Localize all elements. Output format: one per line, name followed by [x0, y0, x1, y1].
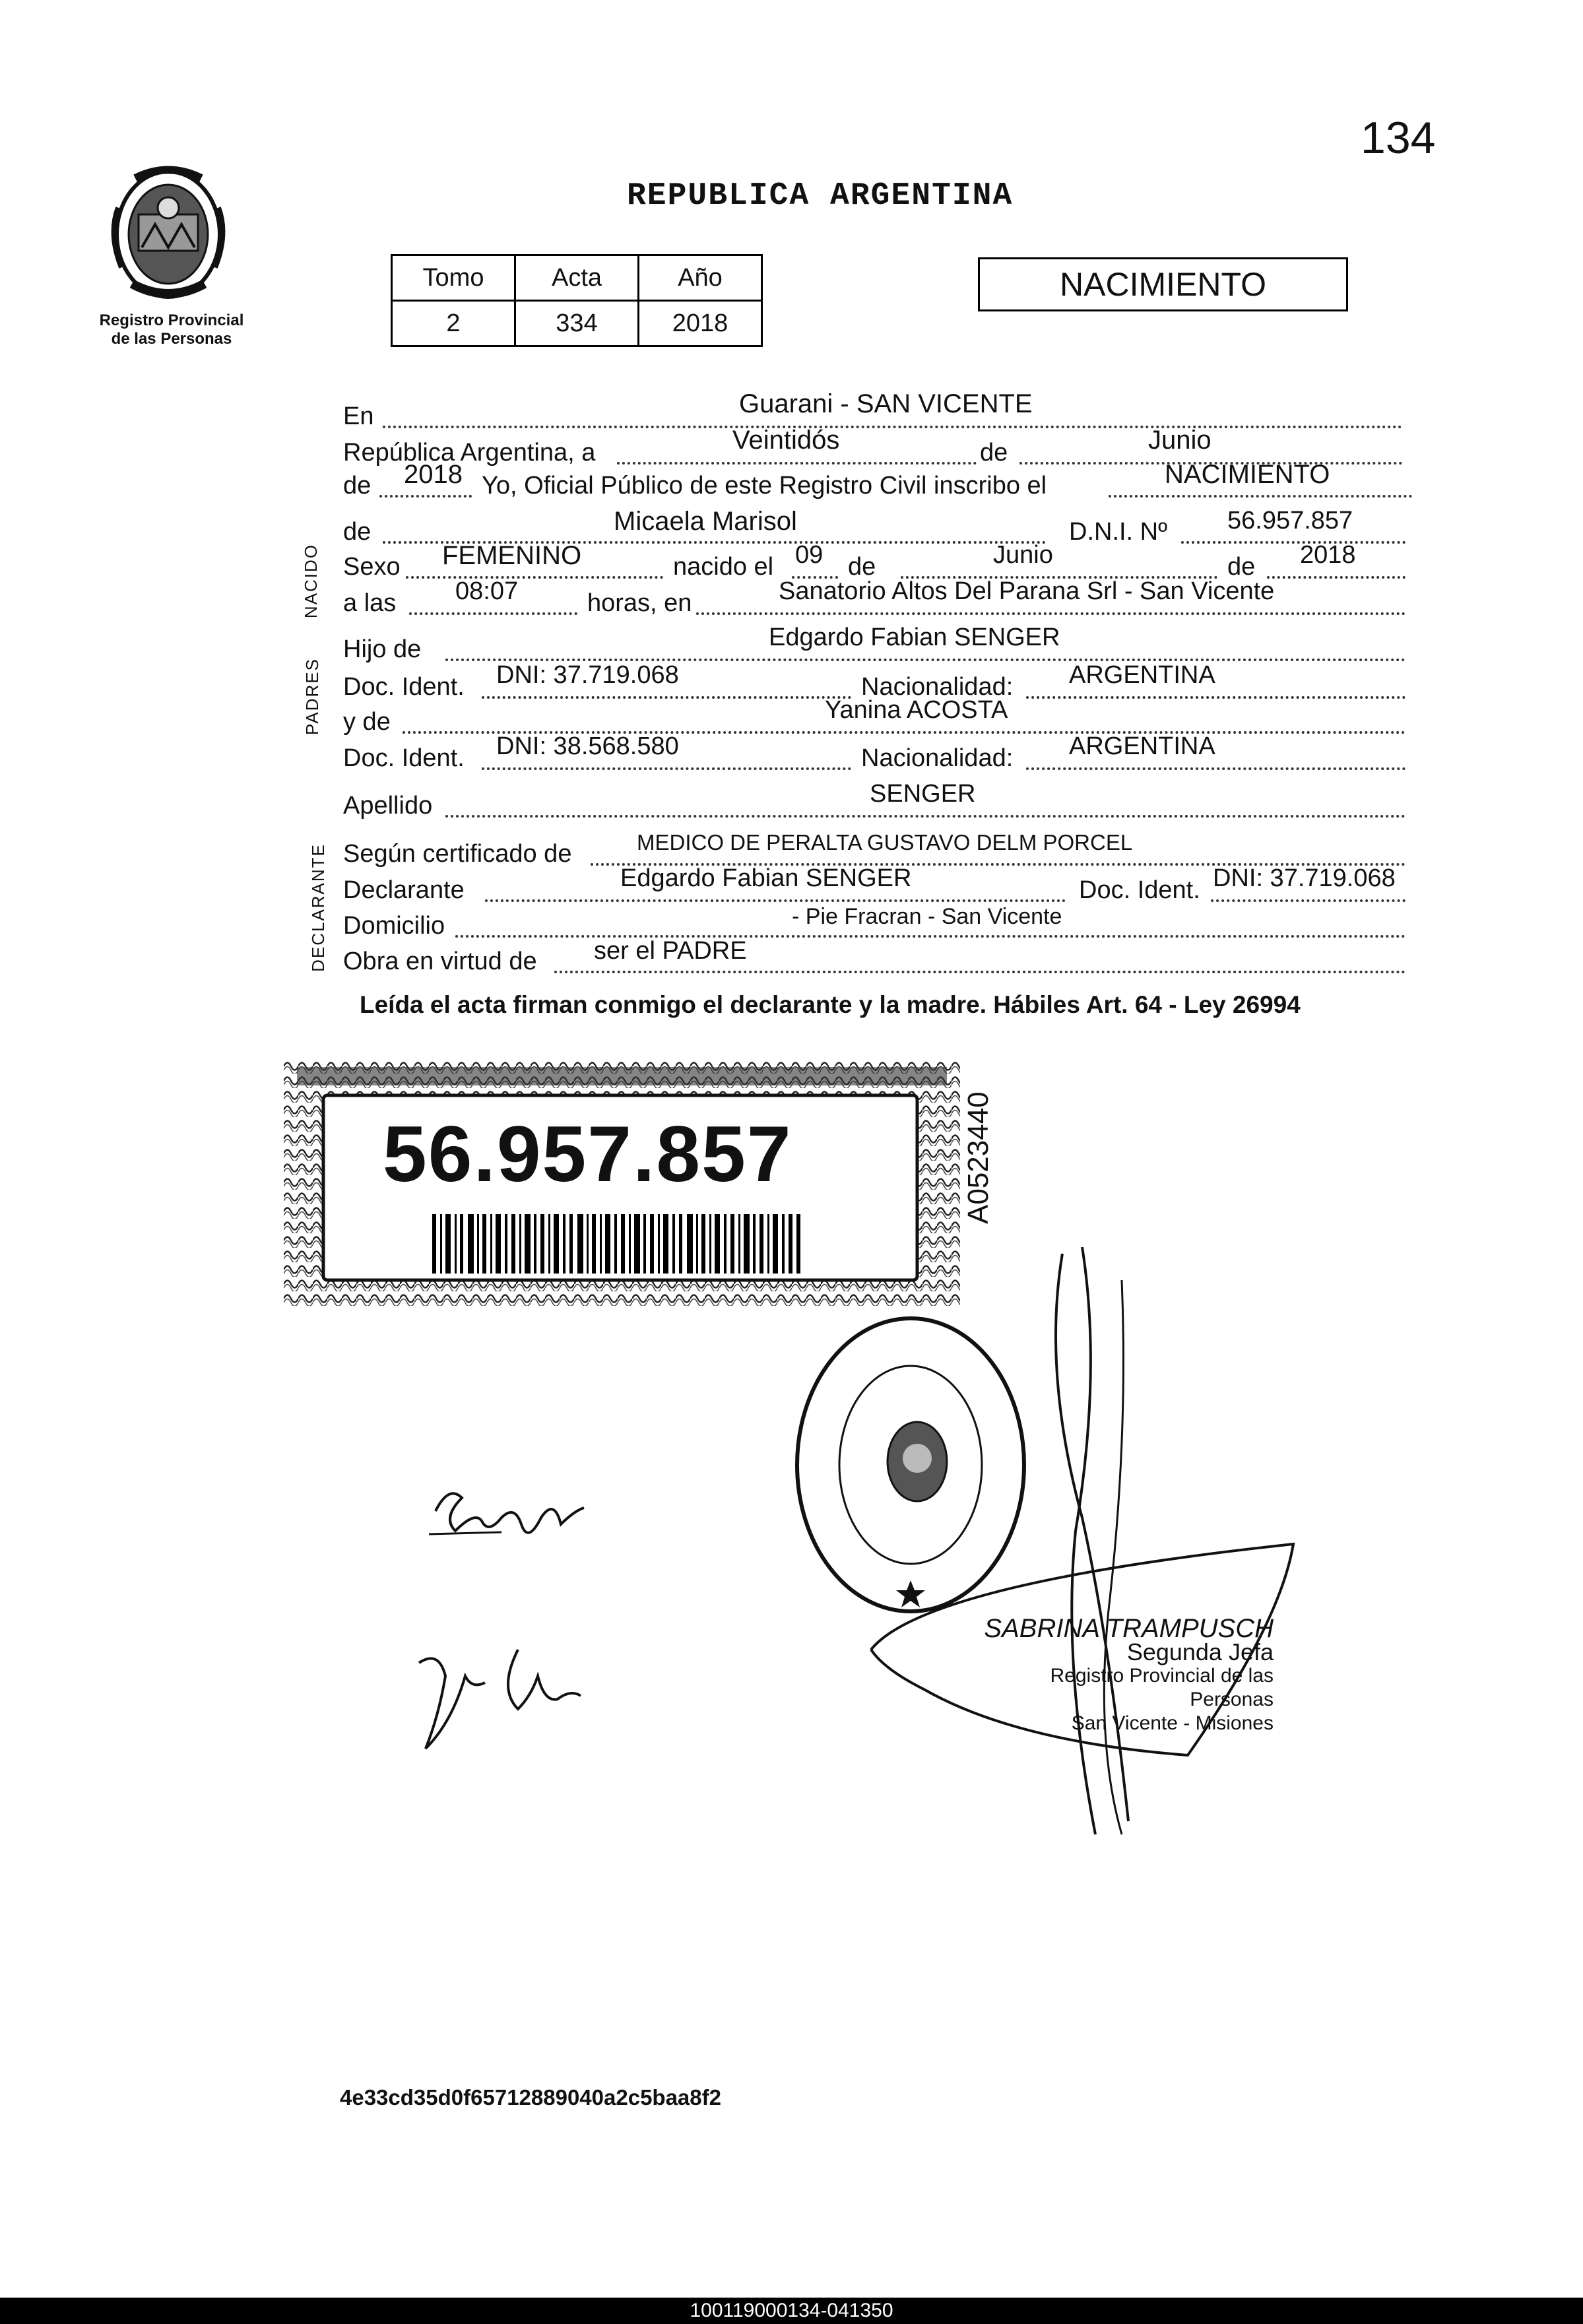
- row-obra: [343, 948, 537, 976]
- official-location: San Vicente - Misiones: [1071, 1712, 1274, 1734]
- value-nombre: Micaela Marisol: [614, 507, 797, 536]
- label-declarante-doc: Doc. Ident.: [1079, 876, 1200, 904]
- dots: [445, 815, 1405, 818]
- ref-header-tomo: Tomo: [392, 255, 515, 301]
- document-hash: 4e33cd35d0f65712889040a2c5baa8f2: [340, 2085, 721, 2110]
- row-doc-padre: [343, 673, 465, 701]
- label-obra: Obra en virtud de: [343, 948, 537, 975]
- value-hora: 08:07: [455, 577, 519, 605]
- value-obra: ser el PADRE: [594, 937, 747, 965]
- row-hijo: [343, 635, 421, 664]
- label-nac-padre: Nacionalidad:: [861, 673, 1014, 701]
- value-nacido-anio: 2018: [1300, 541, 1356, 569]
- value-apellido: SENGER: [870, 780, 976, 808]
- side-label-declarante: DECLARANTE: [307, 843, 328, 972]
- record-type-box: NACIMIENTO: [978, 257, 1348, 311]
- registry-caption-line2: de las Personas: [111, 330, 232, 348]
- value-inscribo: NACIMIENTO: [1165, 460, 1330, 489]
- value-dia: Veintidós: [732, 426, 840, 455]
- value-sexo: FEMENINO: [442, 541, 582, 570]
- value-declarante: Edgardo Fabian SENGER: [620, 864, 912, 892]
- dots: [1026, 767, 1405, 770]
- value-domicilio: - Pie Fracran - San Vicente: [792, 904, 1062, 929]
- value-dni: 56.957.857: [1227, 507, 1353, 534]
- row-madre: [343, 708, 391, 736]
- label-apellido: Apellido: [343, 792, 433, 820]
- official-name: SABRINA TRAMPUSCH: [984, 1614, 1274, 1643]
- label-nacido-el: nacido el: [673, 553, 774, 581]
- value-madre: Yanina ACOSTA: [825, 696, 1008, 724]
- label-nac-madre: Nacionalidad:: [861, 744, 1014, 772]
- value-madre-doc: DNI: 38.568.580: [496, 732, 679, 760]
- value-certificado: MEDICO DE PERALTA GUSTAVO DELM PORCEL: [637, 830, 1133, 855]
- label-certificado: Según certificado de: [343, 840, 572, 868]
- label-nacido-de2: de: [1227, 553, 1256, 581]
- value-declarante-doc: DNI: 37.719.068: [1213, 864, 1396, 892]
- value-madre-nac: ARGENTINA: [1069, 732, 1215, 760]
- value-padre-doc: DNI: 37.719.068: [496, 661, 679, 689]
- row-doc-madre: [343, 744, 465, 773]
- dots: [1267, 576, 1405, 579]
- ref-value-acta: 334: [515, 301, 639, 346]
- row-anio: [343, 472, 371, 500]
- side-label-nacido: NACIDO: [301, 543, 321, 619]
- label-sexo: Sexo: [343, 553, 401, 581]
- ref-value-anio: 2018: [639, 301, 762, 346]
- label-hijo: Hijo de: [343, 635, 422, 663]
- ref-header-acta: Acta: [515, 255, 639, 301]
- declarant-signature: [422, 1471, 594, 1551]
- registry-caption: [79, 311, 264, 348]
- dots: [1181, 541, 1405, 544]
- row-sexo: [343, 553, 401, 581]
- vertical-stamp-code: A0523440: [962, 1091, 994, 1224]
- label-doc-madre: Doc. Ident.: [343, 744, 465, 772]
- id-stamp-number: 56.957.857: [383, 1110, 792, 1198]
- side-label-padres: PADRES: [302, 658, 322, 735]
- reference-table: [391, 254, 763, 347]
- label-domicilio: Domicilio: [343, 912, 445, 940]
- registry-caption-line1: Registro Provincial: [99, 311, 244, 329]
- dots: [1026, 696, 1405, 699]
- label-doc-padre: Doc. Ident.: [343, 673, 465, 701]
- value-anio: 2018: [404, 460, 463, 489]
- row-republica: [343, 439, 595, 467]
- value-nacido-dia: 09: [795, 541, 824, 569]
- label-de: de: [980, 439, 1008, 467]
- row-nombre: [343, 518, 371, 546]
- dots: [554, 971, 1405, 973]
- mother-signature: [406, 1636, 591, 1755]
- row-certificado: [343, 840, 571, 868]
- oficial-text: Yo, Oficial Público de este Registro Civil inscribo el: [482, 472, 1047, 500]
- row-declarante: [343, 876, 465, 905]
- value-nacido-mes: Junio: [993, 541, 1053, 569]
- ref-value-tomo: 2: [392, 301, 515, 346]
- dots: [406, 576, 663, 579]
- label-de-anio: de: [343, 472, 372, 500]
- label-dni: D.N.I. Nº: [1069, 518, 1167, 546]
- label-alas: a las: [343, 589, 397, 617]
- value-lugar: Sanatorio Altos Del Parana Srl - San Vicente: [779, 577, 1275, 605]
- row-domicilio: [343, 912, 445, 940]
- document-title: REPUBLICA ARGENTINA: [627, 178, 1014, 214]
- official-title: Segunda Jefa: [1126, 1638, 1274, 1665]
- label-republica: República Argentina, a: [343, 439, 596, 467]
- label-declarante: Declarante: [343, 876, 465, 904]
- dots: [485, 899, 1066, 902]
- official-block: [970, 1614, 1274, 1735]
- dots: [409, 612, 577, 615]
- dots: [383, 426, 1402, 428]
- label-en: En: [343, 403, 374, 430]
- label-nacido-de1: de: [848, 553, 876, 581]
- dots: [1109, 495, 1412, 498]
- dots: [617, 462, 977, 465]
- dots: [1211, 899, 1405, 902]
- page-number: 134: [1361, 113, 1436, 163]
- value-en: Guarani - SAN VICENTE: [739, 389, 1033, 418]
- dots: [696, 612, 1405, 615]
- official-signature: [845, 1241, 1307, 1848]
- dots: [482, 696, 851, 699]
- label-nombre: de: [343, 518, 372, 546]
- ref-header-anio: Año: [639, 255, 762, 301]
- value-padre: Edgardo Fabian SENGER: [769, 624, 1060, 651]
- label-yde: y de: [343, 708, 391, 736]
- reading-note: Leída el acta firman conmigo el declarante y la madre. Hábiles Art. 64 - Ley 26994: [360, 991, 1301, 1018]
- label-horas: horas, en: [587, 589, 692, 617]
- province-crest-logo: [106, 162, 231, 307]
- row-hora: [343, 589, 396, 618]
- barcode: [432, 1214, 802, 1274]
- value-mes: Junio: [1148, 426, 1211, 455]
- row-apellido: [343, 792, 432, 820]
- official-office: Registro Provincial de las Personas: [1050, 1665, 1274, 1710]
- footer-code: 100119000134-041350: [0, 2298, 1583, 2324]
- dots: [482, 767, 851, 770]
- value-padre-nac: ARGENTINA: [1069, 661, 1215, 689]
- row-en: [343, 403, 373, 431]
- dots: [379, 495, 472, 498]
